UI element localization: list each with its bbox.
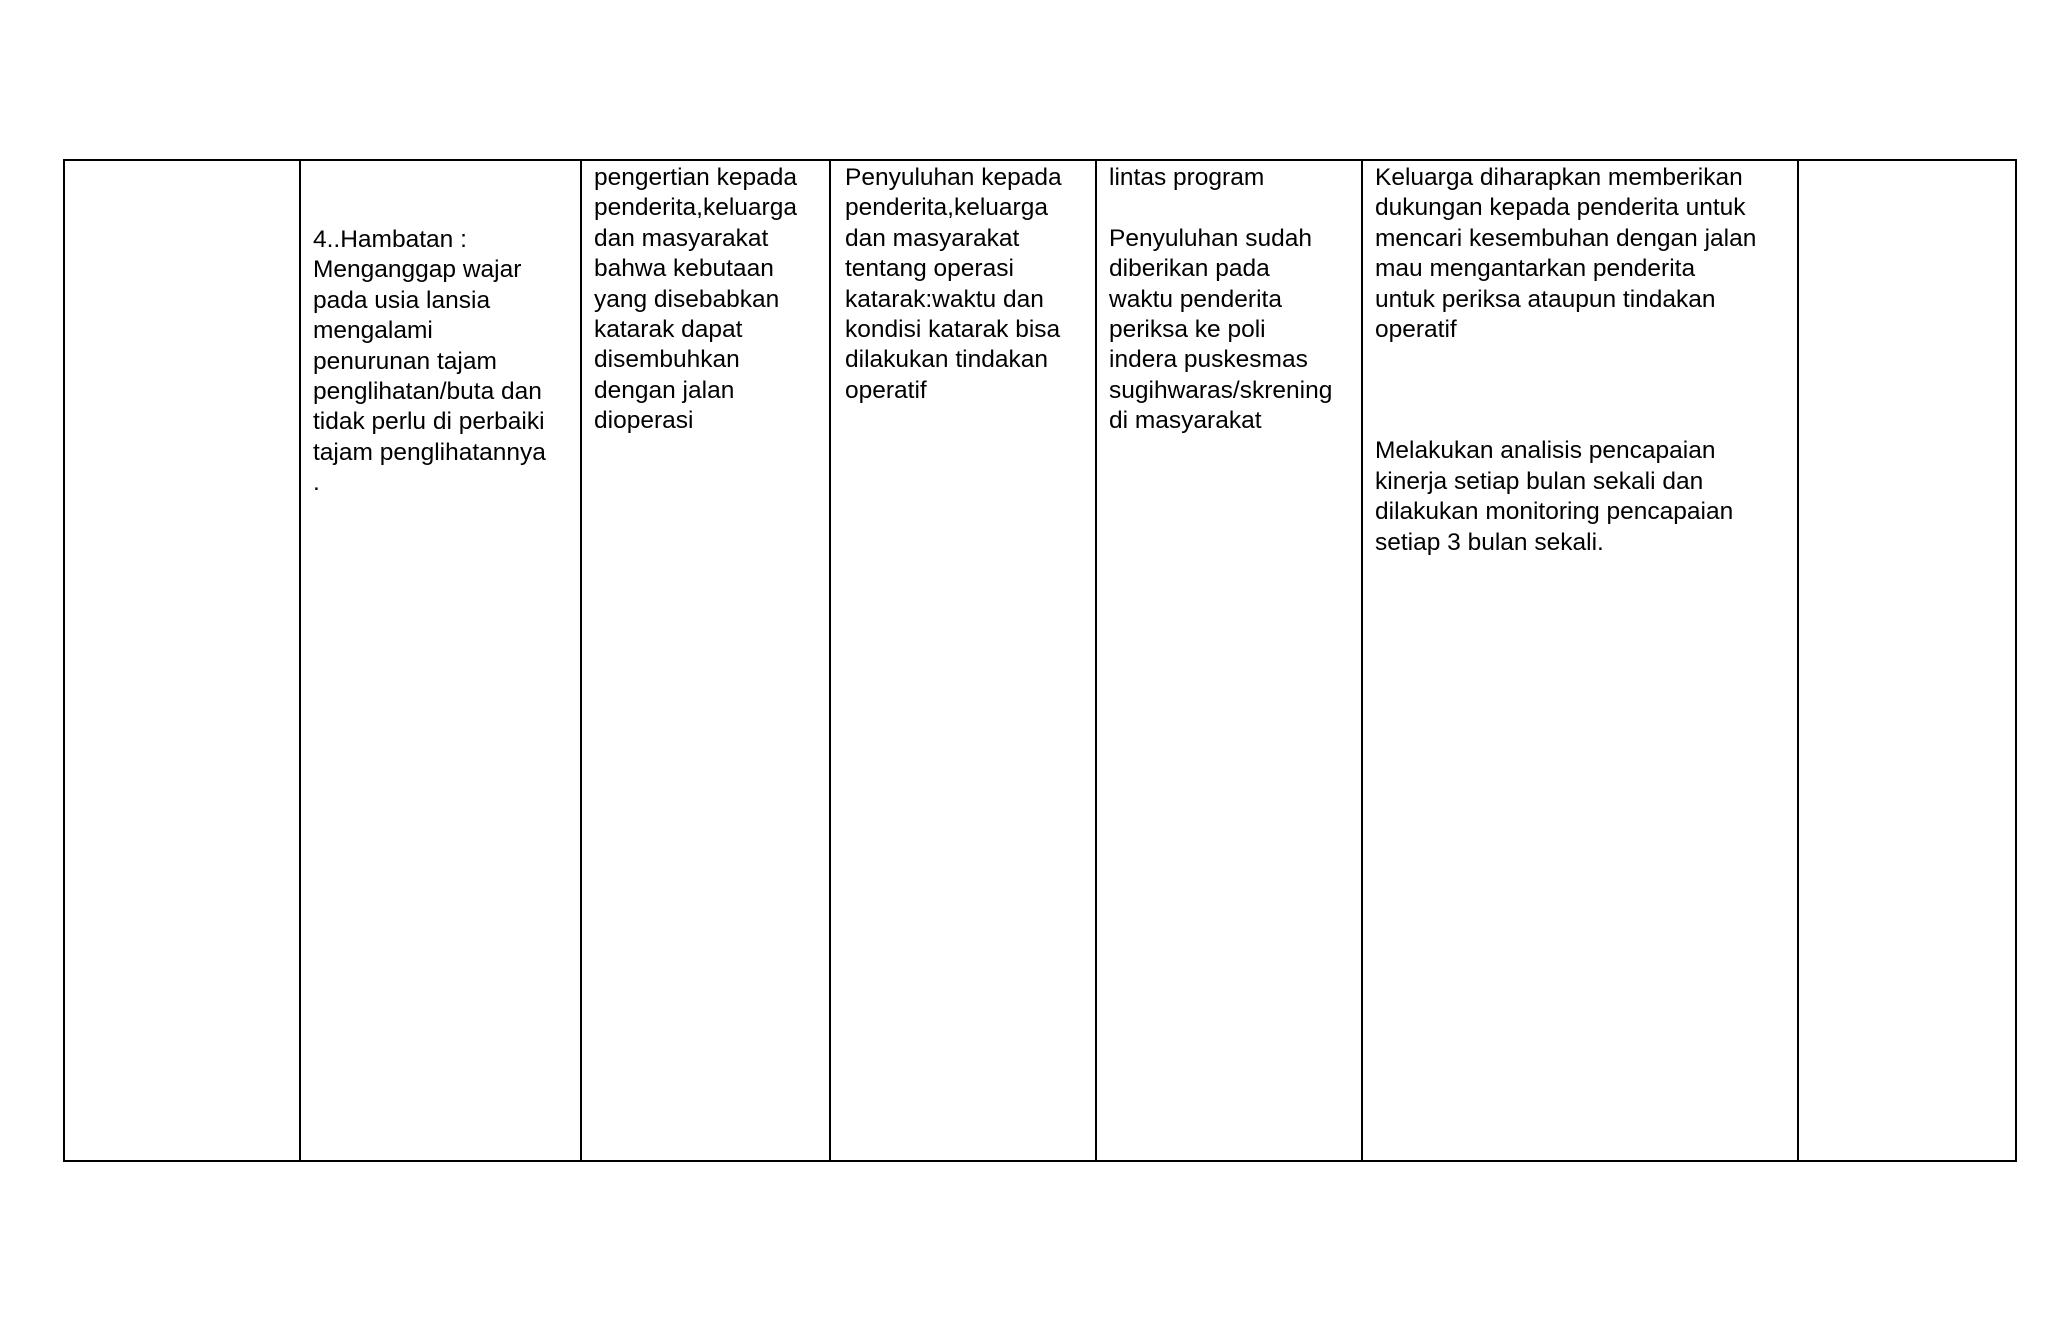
- understanding-line: dan masyarakat: [594, 224, 769, 252]
- family-support-line: dukungan kepada penderita untuk: [1375, 194, 1746, 222]
- understanding-line: yang disebabkan: [594, 285, 780, 313]
- analysis-line: kinerja setiap bulan sekali dan: [1375, 467, 1704, 495]
- understanding-line: disembuhkan: [594, 346, 740, 374]
- understanding-line: dengan jalan: [594, 376, 735, 404]
- obstacle-line: penglihatan/buta dan: [313, 378, 542, 406]
- family-support-line: mencari kesembuhan dengan jalan: [1375, 224, 1757, 252]
- cell-family-support: [1362, 160, 1798, 1161]
- cross-program-line: diberikan pada: [1109, 255, 1270, 283]
- counseling-line: Penyuluhan kepada: [845, 164, 1062, 191]
- family-support-line: Keluarga diharapkan memberikan: [1375, 164, 1743, 191]
- family-support-line: mau mengantarkan penderita: [1375, 255, 1696, 283]
- cross-program-line: periksa ke poli: [1109, 316, 1266, 344]
- table-row: [64, 160, 2016, 1161]
- cross-program-line: indera puskesmas: [1109, 346, 1308, 374]
- cell-obstacle: [300, 160, 581, 1161]
- understanding-line: bahwa kebutaan: [594, 255, 774, 283]
- counseling-line: penderita,keluarga: [845, 194, 1048, 222]
- obstacle-line: tidak perlu di perbaiki: [313, 408, 545, 436]
- obstacle-line: pada usia lansia: [313, 286, 491, 314]
- obstacle-line: Menganggap wajar: [313, 256, 522, 284]
- understanding-line: dioperasi: [594, 407, 694, 435]
- obstacle-line: .: [313, 469, 320, 497]
- cell-counseling: [830, 160, 1096, 1161]
- cross-program-line: di masyarakat: [1109, 407, 1262, 435]
- obstacle-line: tajam penglihatannya: [313, 438, 546, 466]
- planning-table: [63, 159, 2017, 1162]
- family-support-line: operatif: [1375, 316, 1457, 344]
- understanding-line: pengertian kepada: [594, 164, 797, 191]
- counseling-line: tentang operasi: [845, 255, 1014, 283]
- counseling-line: dan masyarakat: [845, 224, 1020, 252]
- family-support-line: untuk periksa ataupun tindakan: [1375, 285, 1716, 313]
- cell-col7: [1798, 160, 2016, 1161]
- obstacle-line: mengalami: [313, 317, 433, 345]
- analysis-line: setiap 3 bulan sekali.: [1375, 528, 1604, 556]
- counseling-line: katarak:waktu dan: [845, 285, 1044, 313]
- cell-understanding: [581, 160, 830, 1161]
- cross-program-text: lintas program: [1109, 164, 1265, 191]
- obstacle-line: penurunan tajam: [313, 347, 497, 375]
- understanding-line: penderita,keluarga: [594, 194, 797, 222]
- analysis-line: dilakukan monitoring pencapaian: [1375, 498, 1734, 526]
- counseling-line: kondisi katarak bisa: [845, 316, 1061, 344]
- cross-program-line: waktu penderita: [1109, 285, 1282, 313]
- counseling-line: dilakukan tindakan: [845, 346, 1048, 374]
- analysis-line: Melakukan analisis pencapaian: [1375, 437, 1716, 465]
- obstacle-line: 4..Hambatan :: [313, 226, 467, 253]
- counseling-line: operatif: [845, 376, 927, 404]
- cell-col1: [64, 160, 300, 1161]
- cell-cross-program: [1096, 160, 1362, 1161]
- cross-program-line: sugihwaras/skrening: [1109, 376, 1333, 404]
- understanding-line: katarak dapat: [594, 316, 743, 344]
- cross-program-line: Penyuluhan sudah: [1109, 224, 1312, 252]
